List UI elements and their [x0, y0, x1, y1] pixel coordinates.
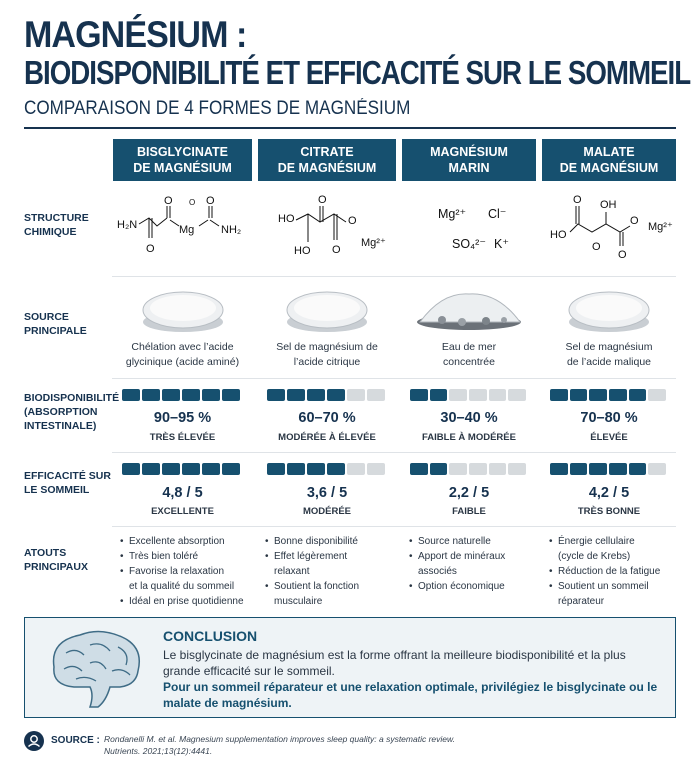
sleep-efficacy-bar	[122, 463, 240, 475]
chem-label: Mg²⁺	[648, 221, 673, 233]
bar-segment	[430, 463, 448, 475]
chem-label: O	[318, 194, 327, 206]
list-item: • Soutient la fonction	[265, 579, 399, 594]
bar-segment	[287, 389, 305, 401]
list-item: • Favorise la relaxation	[120, 564, 254, 579]
bar-segment	[449, 389, 467, 401]
bar-segment	[550, 463, 568, 475]
bar-segment	[267, 463, 285, 475]
bar-segment	[410, 389, 428, 401]
bar-segment	[367, 389, 385, 401]
bar-segment	[202, 389, 220, 401]
bar-segment	[629, 463, 647, 475]
list-item: • Très bien toléré	[120, 549, 254, 564]
bar-segment	[347, 389, 365, 401]
source-description: Chélation avec l’acide glycinique (acide aminé)	[125, 341, 240, 368]
assets-list	[120, 534, 254, 609]
row-divider	[112, 452, 676, 453]
title-divider	[24, 127, 676, 129]
row-label-bioavailability: BIODISPONIBILITÉ (ABSORPTION INTESTINALE)	[24, 392, 120, 432]
bar-segment	[589, 463, 607, 475]
bar-segment	[648, 389, 666, 401]
sleep-rating: FAIBLE	[452, 506, 486, 517]
chem-label: HO	[294, 245, 311, 257]
chem-label: OH	[600, 199, 617, 211]
source-reference	[104, 733, 455, 757]
row-divider	[112, 526, 676, 527]
bar-segment	[508, 389, 526, 401]
bar-segment	[570, 463, 588, 475]
bioavailability-value: 90–95 %	[153, 410, 212, 426]
bar-segment	[489, 389, 507, 401]
source-label: SOURCE :	[51, 735, 100, 746]
column-header-malate: MALATE DE MAGNÉSIUM	[542, 139, 676, 181]
bar-segment	[307, 389, 325, 401]
chem-label: Mg	[179, 224, 195, 236]
list-item: • Effet légèrement	[265, 549, 399, 564]
row-divider	[112, 378, 676, 379]
assets-list	[409, 534, 539, 594]
page-subtitle: COMPARAISON DE 4 FORMES DE MAGNÉSIUM	[24, 98, 411, 119]
bar-segment	[202, 463, 220, 475]
structure-citrate	[258, 190, 396, 270]
bar-segment	[222, 463, 240, 475]
assets-list	[549, 534, 679, 609]
bioavailability-rating: MODÉRÉE À ÉLEVÉE	[278, 432, 376, 443]
bar-segment	[609, 389, 627, 401]
chem-label: O	[189, 198, 196, 207]
bar-segment	[307, 463, 325, 475]
list-item-continuation: musculaire	[274, 596, 323, 607]
sleep-rating: EXCELLENTE	[151, 506, 214, 517]
list-item-continuation: et la qualité du sommeil	[129, 581, 235, 592]
conclusion-recommendation: Pour un sommeil réparateur et une relaxation optimale, privilégiez le bisglycinate ou le malate de magnésium.	[163, 680, 658, 710]
bar-segment	[182, 463, 200, 475]
sleep-rating: TRÈS BONNE	[577, 506, 641, 517]
list-item: • Source naturelle	[409, 534, 539, 549]
powder-dish-icon	[258, 282, 396, 334]
sleep-score: 4,8 / 5	[162, 485, 203, 501]
bioavailability-value: 70–80 %	[580, 410, 638, 426]
source-line: Rondanelli M. et al. Magnesium supplementation improves sleep quality: a systematic review.	[104, 734, 456, 744]
bar-segment	[142, 463, 160, 475]
bioavailability-value: 60–70 %	[298, 410, 356, 426]
bar-segment	[142, 389, 160, 401]
structure-marin	[402, 190, 536, 270]
sleep-score: 2,2 / 5	[448, 485, 490, 501]
bar-segment	[430, 389, 448, 401]
chem-label: O	[573, 194, 582, 206]
bioavailability-rating: TRÈS ÉLEVÉE	[149, 432, 216, 443]
bar-segment	[287, 463, 305, 475]
chem-label: O	[164, 195, 173, 207]
bar-segment	[122, 389, 140, 401]
chem-label: O	[618, 249, 627, 261]
bioavailability-bar	[122, 389, 240, 401]
bar-segment	[648, 463, 666, 475]
bar-segment	[508, 463, 526, 475]
structure-malate	[542, 190, 676, 270]
sleep-efficacy-bar	[267, 463, 385, 475]
bar-segment	[327, 463, 345, 475]
list-item: • Soutient un sommeil	[549, 579, 679, 594]
sea-salt-icon	[402, 282, 536, 334]
sleep-score: 4,2 / 5	[588, 485, 630, 501]
bar-segment	[222, 389, 240, 401]
sleep-score: 3,6 / 5	[306, 485, 348, 501]
bioavailability-bar	[550, 389, 666, 401]
conclusion-text: Le bisglycinate de magnésium est la forme offrant la meilleure biodisponibilité et la plus grande efficacité sur le sommeil.	[163, 648, 626, 678]
bar-segment	[327, 389, 345, 401]
chem-label: O	[332, 244, 341, 256]
bar-segment	[182, 389, 200, 401]
bar-segment	[609, 463, 627, 475]
sleep-efficacy-bar	[550, 463, 666, 475]
bar-segment	[449, 463, 467, 475]
list-item: • Idéal en prise quotidienne	[120, 594, 254, 609]
chem-label: Mg²⁺	[361, 237, 386, 249]
row-label-structure: STRUCTURE CHIMIQUE	[24, 212, 89, 238]
list-item: • Bonne disponibilité	[265, 534, 399, 549]
powder-dish-icon	[542, 282, 676, 334]
source-description: Eau de mer concentrée	[441, 341, 497, 368]
list-item: • Excellente absorption	[120, 534, 254, 549]
list-item: • Apport de minéraux	[409, 549, 539, 564]
bioavailability-rating: FAIBLE À MODÉRÉE	[422, 432, 516, 443]
row-label-assets: ATOUTS PRINCIPAUX	[24, 547, 88, 573]
chem-label: O	[630, 215, 639, 227]
chem-ion: Cl⁻	[488, 207, 507, 221]
chem-ion: SO₄²⁻	[452, 237, 486, 251]
source-line: Nutrients. 2021;13(12):4441.	[104, 746, 213, 756]
bar-segment	[267, 389, 285, 401]
list-item: • Option économique	[409, 579, 539, 594]
chem-label: NH₂	[221, 224, 242, 236]
conclusion-title: CONCLUSION	[163, 628, 258, 644]
list-item-continuation: associés	[418, 566, 457, 577]
chem-label: O	[146, 243, 155, 255]
user-icon	[24, 731, 44, 751]
bar-segment	[410, 463, 428, 475]
powder-dish-icon	[113, 282, 252, 334]
chem-label: O	[592, 241, 601, 253]
sleep-efficacy-bar	[410, 463, 526, 475]
structure-bisglycinate	[113, 190, 252, 270]
bioavailability-rating: ÉLEVÉE	[590, 432, 628, 443]
bar-segment	[162, 463, 180, 475]
list-item-continuation: relaxant	[274, 566, 310, 577]
chem-label: O	[206, 195, 215, 207]
bar-segment	[629, 389, 647, 401]
bar-segment	[589, 389, 607, 401]
column-header-bisglycinate: BISGLYCINATE DE MAGNÉSIUM	[113, 139, 252, 181]
row-divider	[112, 276, 676, 277]
list-item: • Réduction de la fatigue	[549, 564, 679, 579]
bar-segment	[550, 389, 568, 401]
list-item: • Énergie cellulaire	[549, 534, 679, 549]
chem-label: O	[348, 215, 357, 227]
chem-label: HO	[278, 213, 295, 225]
source-description: Sel de magnésium de l’acide citrique	[276, 341, 378, 368]
brain-icon	[40, 623, 148, 711]
list-item-continuation: réparateur	[558, 596, 605, 607]
bar-segment	[489, 463, 507, 475]
bar-segment	[347, 463, 365, 475]
bar-segment	[570, 389, 588, 401]
bioavailability-value: 30–40 %	[440, 410, 498, 426]
source-description: Sel de magnésium de l’acide malique	[565, 341, 653, 368]
bar-segment	[367, 463, 385, 475]
sleep-rating: MODÉRÉE	[302, 506, 352, 517]
bioavailability-bar	[410, 389, 526, 401]
bioavailability-bar	[267, 389, 385, 401]
bar-segment	[469, 463, 487, 475]
bar-segment	[469, 389, 487, 401]
chem-label: HO	[550, 229, 567, 241]
page-title: MAGNÉSIUM :	[24, 14, 247, 55]
chem-ion: K⁺	[494, 237, 509, 251]
chem-ion: Mg²⁺	[438, 207, 467, 221]
column-header-marin: MAGNÉSIUM MARIN	[402, 139, 536, 181]
bar-segment	[122, 463, 140, 475]
chem-label: H₂N	[117, 219, 138, 231]
bar-segment	[162, 389, 180, 401]
row-label-sleep: EFFICACITÉ SUR LE SOMMEIL	[24, 470, 111, 496]
row-label-source: SOURCE PRINCIPALE	[24, 311, 87, 337]
assets-list	[265, 534, 399, 609]
column-header-citrate: CITRATE DE MAGNÉSIUM	[258, 139, 396, 181]
page-title-line2: BIODISPONIBILITÉ ET EFFICACITÉ SUR LE SOMMEIL	[24, 54, 691, 91]
list-item-continuation: (cycle de Krebs)	[558, 551, 631, 562]
